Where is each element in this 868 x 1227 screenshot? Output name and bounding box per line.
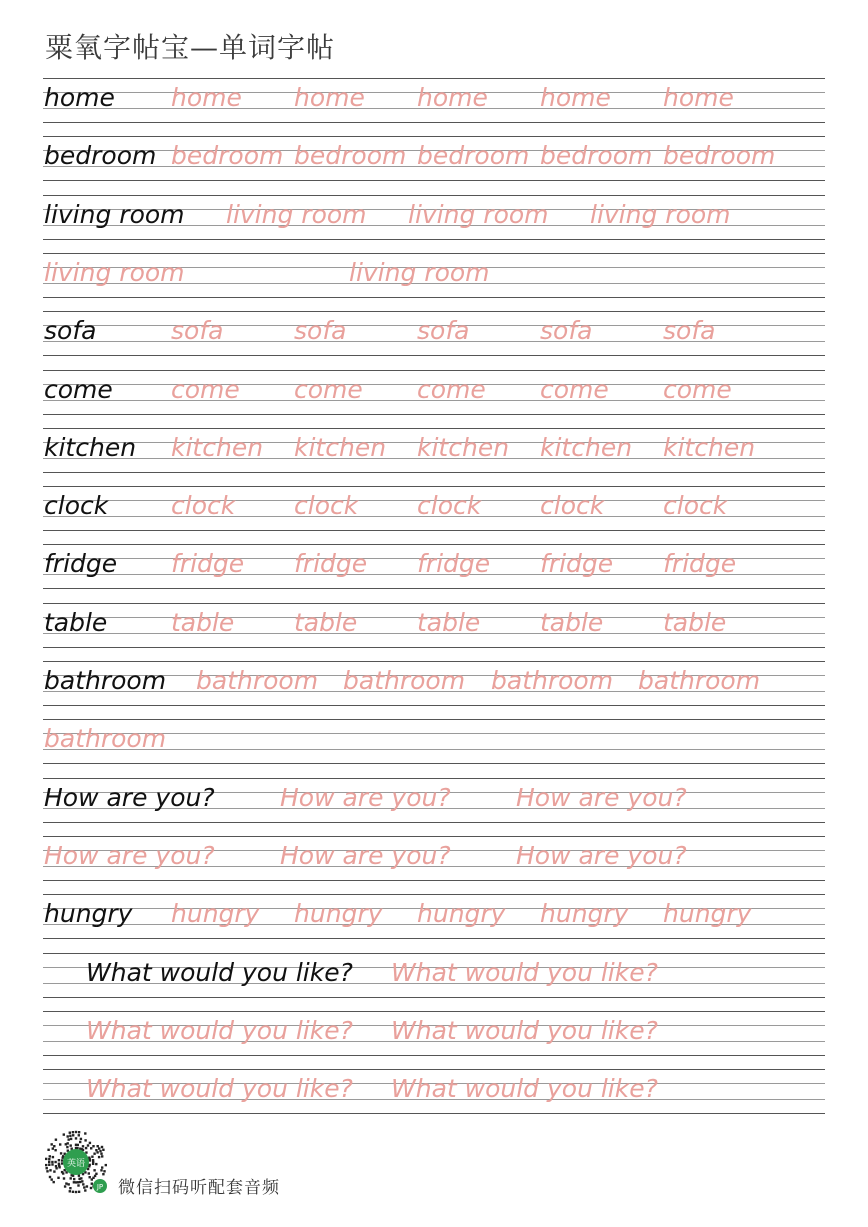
ruling-line <box>43 530 825 531</box>
trace-word: fridge <box>171 549 245 578</box>
trace-word: clock <box>171 491 236 520</box>
model-word: How are you? <box>44 783 215 812</box>
trace-word: living room <box>408 200 549 229</box>
ruling-line <box>43 195 825 196</box>
trace-word: sofa <box>417 316 470 345</box>
model-word: home <box>44 83 115 112</box>
ruling-line <box>43 894 825 895</box>
trace-word: hungry <box>417 899 506 928</box>
trace-word: bathroom <box>196 666 319 695</box>
ruling-line <box>43 647 825 648</box>
ruling-line <box>43 836 825 837</box>
trace-word: living room <box>590 200 731 229</box>
ruling-line <box>43 822 825 823</box>
ruling-line <box>43 486 825 487</box>
trace-word: bedroom <box>171 141 284 170</box>
ruling-line <box>43 880 825 881</box>
ruling-line <box>43 544 825 545</box>
trace-word: fridge <box>540 549 614 578</box>
trace-word: bathroom <box>491 666 614 695</box>
trace-word: bedroom <box>540 141 653 170</box>
ruling-line <box>43 136 825 137</box>
trace-word: What would you like? <box>391 958 658 987</box>
model-word: hungry <box>44 899 133 928</box>
trace-word: fridge <box>294 549 368 578</box>
model-word: table <box>44 608 108 637</box>
ruling-line <box>43 763 825 764</box>
trace-word: home <box>663 83 734 112</box>
trace-word: come <box>171 375 240 404</box>
ruling-line <box>43 953 825 954</box>
trace-word: What would you like? <box>86 1074 353 1103</box>
ruling-line <box>43 311 825 312</box>
trace-word: bedroom <box>417 141 530 170</box>
trace-word: bathroom <box>343 666 466 695</box>
trace-word: table <box>417 608 481 637</box>
trace-word: How are you? <box>280 841 451 870</box>
trace-word: hungry <box>294 899 383 928</box>
trace-word: table <box>294 608 358 637</box>
trace-word: kitchen <box>171 433 264 462</box>
trace-word: bathroom <box>638 666 761 695</box>
ruling-line <box>43 661 825 662</box>
trace-word: clock <box>540 491 605 520</box>
trace-word: sofa <box>663 316 716 345</box>
ruling-line <box>43 1069 825 1070</box>
model-word: sofa <box>44 316 97 345</box>
ruling-line <box>43 1011 825 1012</box>
trace-word: bathroom <box>44 724 167 753</box>
trace-word: What would you like? <box>391 1016 658 1045</box>
trace-word: home <box>540 83 611 112</box>
model-word: clock <box>44 491 109 520</box>
ruling-line <box>43 180 825 181</box>
trace-word: How are you? <box>516 841 687 870</box>
page-title: 粟氧字帖宝—单词字帖 <box>45 31 336 64</box>
ruling-line <box>43 603 825 604</box>
trace-word: come <box>294 375 363 404</box>
trace-word: come <box>663 375 732 404</box>
trace-word: come <box>540 375 609 404</box>
trace-word: What would you like? <box>86 1016 353 1045</box>
ruling-line <box>43 355 825 356</box>
qr-corner-label: JP <box>96 1183 104 1191</box>
ruling-line <box>43 938 825 939</box>
trace-word: come <box>417 375 486 404</box>
trace-word: fridge <box>663 549 737 578</box>
ruling-line <box>43 472 825 473</box>
trace-word: living room <box>349 258 490 287</box>
model-word: bathroom <box>44 666 167 695</box>
trace-word: sofa <box>294 316 347 345</box>
footer <box>42 1128 342 1198</box>
trace-word: What would you like? <box>391 1074 658 1103</box>
ruling-line <box>43 253 825 254</box>
model-word: What would you like? <box>86 958 353 987</box>
ruling-line <box>43 997 825 998</box>
trace-word: living room <box>44 258 185 287</box>
ruling-line <box>43 297 825 298</box>
ruling-line <box>43 1055 825 1056</box>
ruling-line <box>43 239 825 240</box>
trace-word: kitchen <box>663 433 756 462</box>
ruling-line <box>43 370 825 371</box>
model-word: fridge <box>44 549 118 578</box>
qr-badge-label: 英语 <box>66 1159 86 1169</box>
trace-word: home <box>171 83 242 112</box>
footer-caption: 微信扫码听配套音频 <box>118 1178 280 1198</box>
ruling-line <box>43 414 825 415</box>
trace-word: clock <box>294 491 359 520</box>
trace-word: table <box>171 608 235 637</box>
trace-word: home <box>294 83 365 112</box>
ruling-line <box>43 778 825 779</box>
ruling-line <box>43 1113 825 1114</box>
ruling-line <box>43 122 825 123</box>
trace-word: hungry <box>171 899 260 928</box>
trace-word: table <box>663 608 727 637</box>
trace-word: home <box>417 83 488 112</box>
ruling-line <box>43 78 825 79</box>
ruling-line <box>43 705 825 706</box>
trace-word: How are you? <box>280 783 451 812</box>
trace-word: kitchen <box>294 433 387 462</box>
model-word: come <box>44 375 113 404</box>
ruling-line <box>43 588 825 589</box>
qr-code-icon <box>42 1128 110 1196</box>
trace-word: sofa <box>171 316 224 345</box>
trace-word: How are you? <box>516 783 687 812</box>
trace-word: bedroom <box>294 141 407 170</box>
trace-word: kitchen <box>540 433 633 462</box>
trace-word: kitchen <box>417 433 510 462</box>
ruling-line <box>43 428 825 429</box>
trace-word: living room <box>226 200 367 229</box>
trace-word: bedroom <box>663 141 776 170</box>
ruling-line <box>43 719 825 720</box>
model-word: bedroom <box>44 141 157 170</box>
trace-word: table <box>540 608 604 637</box>
model-word: living room <box>44 200 185 229</box>
trace-word: How are you? <box>44 841 215 870</box>
trace-word: hungry <box>540 899 629 928</box>
trace-word: fridge <box>417 549 491 578</box>
trace-word: sofa <box>540 316 593 345</box>
trace-word: hungry <box>663 899 752 928</box>
trace-word: clock <box>417 491 482 520</box>
trace-word: clock <box>663 491 728 520</box>
model-word: kitchen <box>44 433 137 462</box>
